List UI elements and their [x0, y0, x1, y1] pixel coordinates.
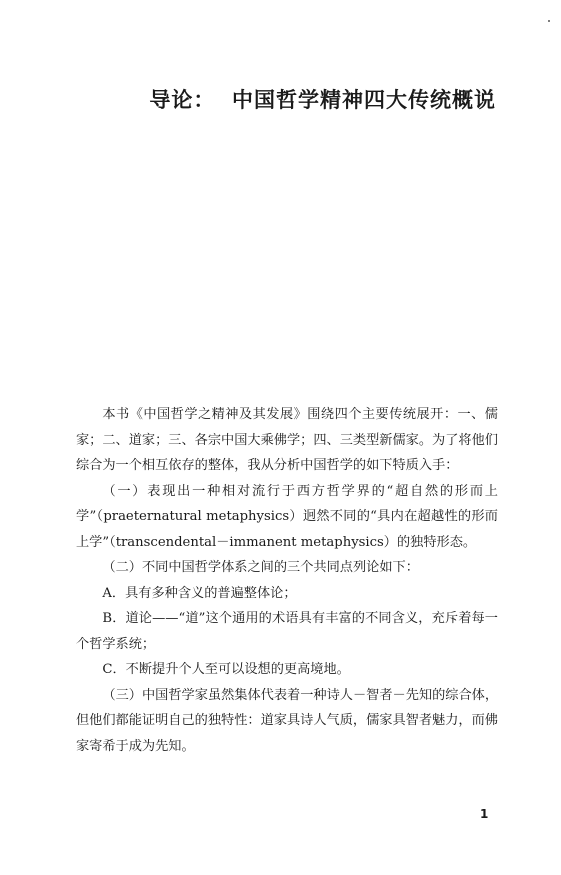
- chapter-title: 导论： 中国哲学精神四大传统概说: [149, 88, 496, 112]
- paragraph-point-1: （一）表现出一种相对流行于西方哲学界的“超自然的形而上学”（praeternatural metaphysics）迥然不同的“具内在超越性的形而上学”（transcendental－immanent metaphysics）的独特形态。: [76, 483, 498, 550]
- scan-speck: [548, 20, 550, 22]
- paragraph-point-3: （三）中国哲学家虽然集体代表着一种诗人－智者－先知的综合体，但他们都能证明自己的独特性：道家具诗人气质，儒家具智者魅力，而佛家寄希于成为先知。: [76, 687, 499, 754]
- body-text: [76, 402, 498, 759]
- paragraph-item-c: C．不断提升个人至可以设想的更高境地。: [102, 662, 350, 677]
- paragraph-item-a: A．具有多种含义的普遍整体论；: [102, 585, 297, 601]
- paragraph-point-2: （二）不同中国哲学体系之间的三个共同点列论如下：: [102, 560, 419, 575]
- paragraph-intro: 本书《中国哲学之精神及其发展》围绕四个主要传统展开：一、儒家；二、道家；三、各宗中国大乘佛学；四、三类型新儒家。为了将他们综合为一个相互依存的整体，我从分析中国哲学的如下特质入手：: [76, 407, 498, 473]
- paragraph-item-b: B．道论——“道”这个通用的术语具有丰富的不同含义，充斥着每一个哲学系统；: [76, 611, 498, 652]
- page-number: 1: [480, 807, 489, 821]
